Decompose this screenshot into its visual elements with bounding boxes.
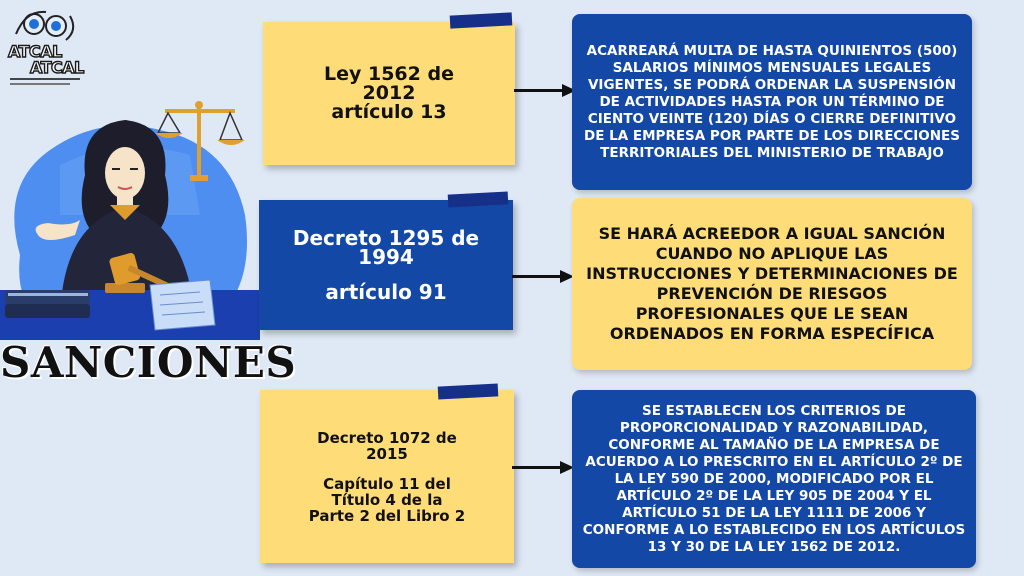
law-article: artículo 91: [325, 279, 447, 304]
arrow-right-icon: [512, 461, 574, 475]
sanction-description-2: [572, 198, 972, 370]
judge-illustration: [0, 95, 260, 340]
arrow-right-icon: [514, 84, 576, 98]
description-text: SE ESTABLECEN LOS CRITERIOS DE PROPORCIONALIDAD Y RAZONABILIDAD, CONFORME AL TAMAÑO DE LA EMPRESA DE ACUERDO A LO PRESCRITO EN EL ARTÍCULO 2º DE LA LEY 590 DE 2000, MODIFICADO POR EL ARTÍCULO 2º DE LA LEY 905 DE 2004 Y EL ARTÍCULO 51 DE LA LEY 1111 DE 2006 Y CONFORME A LO ESTABLECIDO EN LOS ARTÍCULOS 13 Y 30 DE LA LEY 1562 DE 2012.: [582, 402, 966, 555]
law-name: Decreto 1072 de 2015: [317, 428, 457, 463]
logo-text-bottom: ATCAL: [30, 58, 84, 77]
law-box-3: [260, 390, 514, 563]
law-article: artículo 13: [331, 101, 447, 123]
arrow-right-icon: [512, 270, 574, 284]
law-article: Capítulo 11 del Título 4 de la Parte 2 del Libro 2: [308, 474, 466, 525]
company-logo: [6, 6, 86, 94]
book-icon: [5, 290, 90, 318]
description-text: ACARREARÁ MULTA DE HASTA QUINIENTOS (500) SALARIOS MÍNIMOS MENSUALES LEGALES VIGENTES, SE PODRÁ ORDENAR LA SUSPENSIÓN DE ACTIVIDADES HASTA POR UN TÉRMINO DE CIENTO VEINTE (120) DÍAS O CIERRE DEFINITIVO DE LA EMPRESA POR PARTE DE LOS DIRECCIONES TERRITORIALES DEL MINISTERIO DE TRABAJO: [584, 42, 960, 161]
law-box-2: [259, 200, 513, 330]
description-text: SE HARÁ ACREEDOR A IGUAL SANCIÓN CUANDO NO APLIQUE LAS INSTRUCCIONES Y DETERMINACIONES DE PREVENCIÓN DE RIESGOS PROFESIONALES QUE LE SEAN ORDENADOS EN FORMA ESPECÍFICA: [586, 224, 958, 343]
law-name: Decreto 1295 de 1994: [292, 225, 480, 269]
logo-eye-icon: [6, 6, 86, 46]
logo-text-top: ATCAL: [8, 42, 62, 61]
law-name: Ley 1562 de 2012: [324, 63, 454, 104]
sanction-description-1: [572, 14, 972, 190]
page-title: SANCIONES: [0, 338, 297, 387]
sanction-description-3: [572, 390, 976, 568]
law-box-1: [263, 22, 515, 165]
